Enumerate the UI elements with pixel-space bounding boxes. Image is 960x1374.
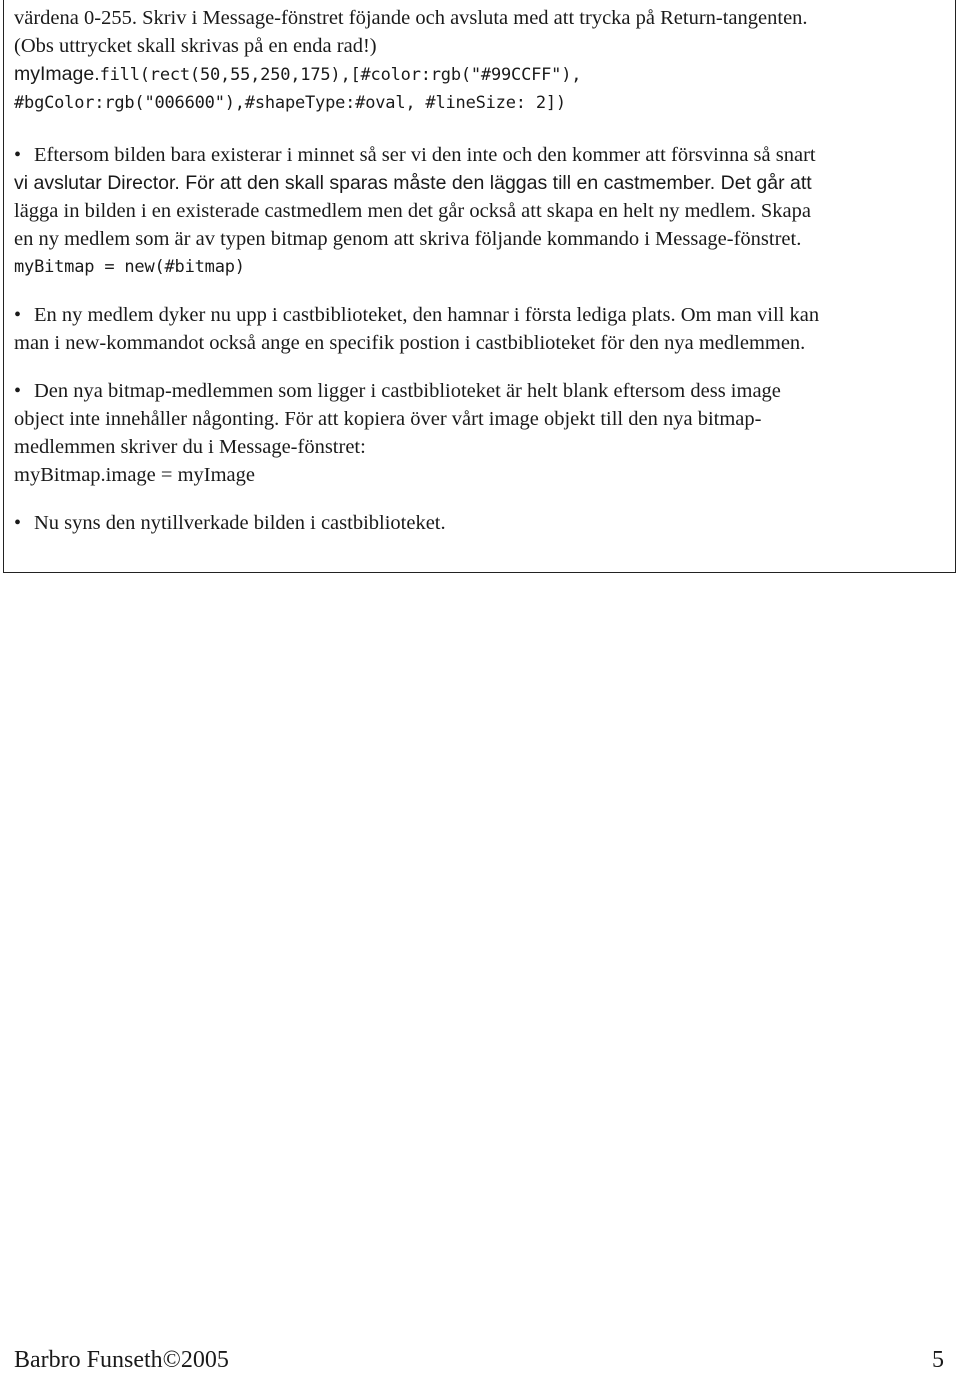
paragraph-line: vi avslutar Director. För att den skall sparas måste den läggas till en castmember. Det går att	[14, 172, 812, 194]
bullet-icon: •	[14, 512, 22, 534]
paragraph-line: Nu syns den nytillverkade bilden i castbiblioteket.	[34, 512, 446, 534]
paragraph-line: myBitmap.image = myImage	[14, 464, 255, 486]
bullet-paragraph-3	[14, 377, 954, 405]
bullet-paragraph-1	[14, 141, 954, 169]
footer-page-number: 5	[932, 1347, 944, 1373]
paragraph-line: Den nya bitmap-medlemmen som ligger i castbiblioteket är helt blank eftersom dess image	[34, 380, 781, 402]
code-line-new-bitmap: myBitmap = new(#bitmap)	[14, 257, 245, 277]
bullet-paragraph-2	[14, 301, 954, 329]
paragraph-line: En ny medlem dyker nu upp i castbiblioteket, den hamnar i första lediga plats. Om man vill kan	[34, 304, 820, 326]
footer-author: Barbro Funseth©2005	[14, 1347, 229, 1373]
paragraph-line: object inte innehåller någonting. För att kopiera över vårt image objekt till den nya bitmap-	[14, 408, 762, 430]
intro-line-1: värdena 0-255. Skriv i Message-fönstret föjande och avsluta med att trycka på Return-tangenten.	[14, 7, 808, 29]
paragraph-line: en ny medlem som är av typen bitmap genom att skriva följande kommando i Message-fönstret.	[14, 228, 802, 250]
paragraph-line: lägga in bilden i en existerade castmedlem men det går också att skapa en helt ny medlem. Skapa	[14, 200, 811, 222]
document-content	[14, 4, 954, 537]
bullet-icon: •	[14, 304, 22, 326]
code-rest: fill(rect(50,55,250,175),[#color:rgb("#99CCFF"),	[99, 65, 582, 85]
bullet-paragraph-4	[14, 509, 954, 537]
code-line-1	[14, 60, 954, 89]
paragraph-line: man i new-kommandot också ange en specifik postion i castbiblioteket för den nya medlemmen.	[14, 332, 806, 354]
intro-line-2: (Obs uttrycket skall skrivas på en enda rad!)	[14, 35, 377, 57]
code-line-2: #bgColor:rgb("006600"),#shapeType:#oval, #lineSize: 2])	[14, 93, 566, 113]
bullet-icon: •	[14, 380, 22, 402]
code-prefix: myImage.	[14, 63, 100, 85]
paragraph-line: Eftersom bilden bara existerar i minnet så ser vi den inte och den kommer att försvinna så snart	[34, 144, 816, 166]
bullet-icon: •	[14, 144, 22, 166]
paragraph-line: medlemmen skriver du i Message-fönstret:	[14, 436, 366, 458]
